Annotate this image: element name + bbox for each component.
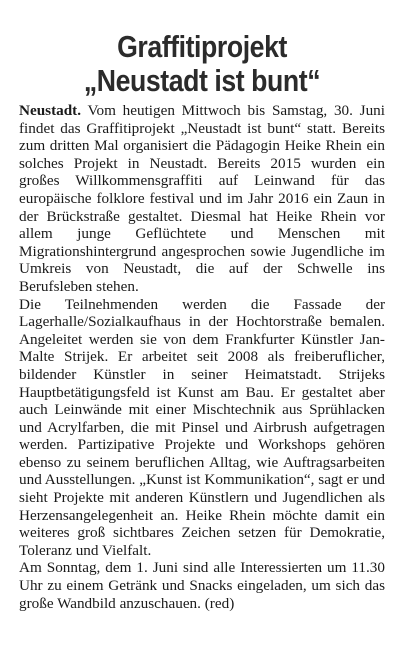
paragraph-3: Am Sonntag, dem 1. Juni sind alle Interessierten um 11.30 Uhr zu einem Getränk und Snacks eingeladen, um sich das große Wandbild anzuschauen. (red)	[19, 559, 385, 612]
dateline: Neustadt.	[19, 102, 82, 119]
paragraph-1	[19, 102, 385, 296]
headline-line-1: Graffitiprojekt	[117, 29, 287, 64]
headline	[45, 30, 360, 98]
headline-line-2: „Neustadt ist bunt“	[83, 63, 321, 98]
paragraph-1-text: Vom heutigen Mittwoch bis Samstag, 30. Juni findet das Graffitiprojekt „Neustadt ist bunt“ statt. Bereits zum dritten Mal organisiert die Pädagogin Heike Rhein ein solches Projekt in Neustadt. Bereits 2015 wurden ein großes Willkommensgraffiti auf Leinwand für das europäische folklore festival und im Jahr 2016 ein Zaun in der Brückstraße gestaltet. Diesmal hat Heike Rhein vor allem junge Geflüchtete und Menschen mit Migrationshintergrund angesprochen sowie Jugendliche im Umkreis von Neustadt, die auf der Schwelle ins Berufsleben stehen.	[19, 102, 385, 295]
paragraph-2: Die Teilnehmenden werden die Fassade der Lagerhalle/Sozialkaufhaus in der Hochtorstraße bemalen. Angeleitet werden sie von dem Frankfurter Künstler Jan-Malte Strijek. Er arbeitet seit 2008 als freiberuflicher, bildender Künstler in seiner Heimatstadt. Strijeks Hauptbetätigungsfeld ist Kunst am Bau. Er gestaltet aber auch Leinwände mit einer Mischtechnik aus Sprühlacken und Acrylfarben, die mit Pinsel und Airbrush aufgetragen werden. Partizipative Projekte und Workshops gehören ebenso zu seinem beruflichen Alltag, wie Auftragsarbeiten und Ausstellungen. „Kunst ist Kommunikation“, sagt er und sieht Projekte mit anderen Künstlern und Jugendlichen als Herzensangelegenheit an. Heike Rhein möchte damit ein weiteres groß sichtbares Zeichen setzen für Demokratie, Toleranz und Vielfalt.	[19, 295, 385, 559]
article-body	[19, 102, 385, 612]
